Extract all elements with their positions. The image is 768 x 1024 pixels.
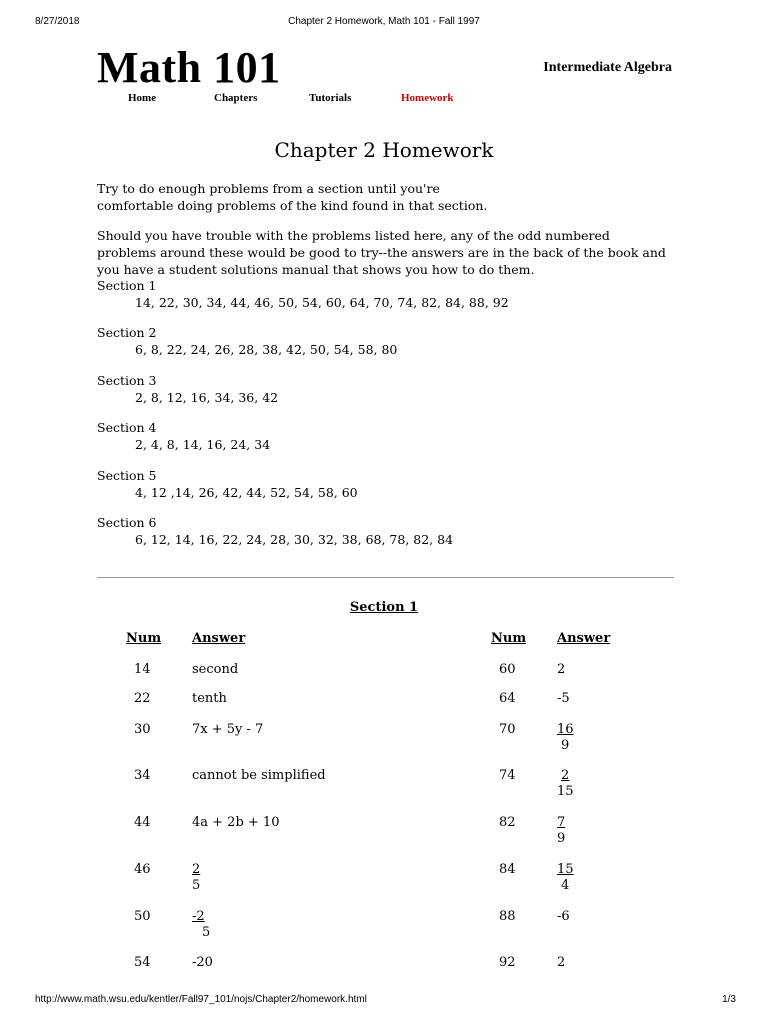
- section-problems: 6, 12, 14, 16, 22, 24, 28, 30, 32, 38, 68, 78, 82, 84: [135, 531, 454, 547]
- answer-num: 30: [134, 722, 151, 737]
- answer-num: 92: [499, 955, 516, 970]
- section-item: [97, 277, 509, 324]
- section-problems: 2, 8, 12, 16, 34, 36, 42: [135, 389, 279, 405]
- answer-value: -5: [557, 691, 570, 706]
- answer-num: 34: [134, 768, 151, 783]
- answer-num: 60: [499, 662, 516, 677]
- nav-link-home[interactable]: Home: [128, 92, 157, 104]
- answer-value: 2: [557, 662, 566, 677]
- section-label: Section 1: [97, 278, 157, 293]
- fraction-denominator: 5: [192, 878, 201, 893]
- print-url: http://www.math.wsu.edu/kentler/Fall97_101/nojs/Chapter2/homework.html: [35, 994, 367, 1005]
- answer-value: -20: [192, 955, 213, 970]
- nav-link-tutorials[interactable]: Tutorials: [309, 92, 352, 104]
- answer-num: 46: [134, 862, 151, 877]
- answers-section-title: Section 1: [349, 600, 419, 615]
- page-heading: Chapter 2 Homework: [274, 138, 494, 162]
- fraction-denominator: 9: [557, 831, 566, 846]
- answer-num: 22: [134, 691, 151, 706]
- intro-line: comfortable doing problems of the kind found in that section.: [97, 198, 488, 213]
- answer-value: 4a + 2b + 10: [192, 815, 280, 830]
- print-date: 8/27/2018: [35, 16, 80, 27]
- answer-fraction: [192, 909, 210, 941]
- section-list: [97, 277, 509, 561]
- nav-link-homework[interactable]: Homework: [401, 92, 454, 104]
- section-label: Section 2: [97, 325, 157, 341]
- fraction-numerator: 15: [557, 862, 574, 877]
- section-label: Section 5: [97, 467, 157, 483]
- answer-num: 84: [499, 862, 516, 877]
- divider: [97, 577, 674, 578]
- answer-num: 64: [499, 691, 516, 706]
- col-header-answer: Answer: [557, 631, 611, 646]
- fraction-numerator: 2: [192, 862, 201, 877]
- help-paragraph: Should you have trouble with the problems listed here, any of the odd numbered problems around these would be good to try--the answers are in the back of the book and you have a student solutions manual that shows you how to do them.: [97, 228, 666, 277]
- answer-num: 50: [134, 909, 151, 924]
- section-label: Section 6: [97, 514, 157, 530]
- section-item: [97, 419, 509, 466]
- fraction-numerator: -2: [192, 909, 205, 924]
- print-title: Chapter 2 Homework, Math 101 - Fall 1997: [288, 16, 480, 27]
- intro-line: Try to do enough problems from a section until you're: [97, 181, 440, 196]
- col-header-num: Num: [491, 631, 527, 646]
- answer-value: cannot be simplified: [192, 768, 326, 783]
- section-item: [97, 467, 509, 514]
- col-header-answer: Answer: [192, 631, 246, 646]
- answer-value: -6: [557, 909, 570, 924]
- fraction-denominator: 4: [561, 878, 570, 893]
- site-title: Math 101: [97, 43, 281, 92]
- fraction-denominator: 5: [202, 925, 211, 940]
- section-item: [97, 372, 509, 419]
- section-problems: 14, 22, 30, 34, 44, 46, 50, 54, 60, 64, 70, 74, 82, 84, 88, 92: [135, 295, 509, 310]
- section-item: [97, 514, 509, 561]
- answer-num: 88: [499, 909, 516, 924]
- fraction-denominator: 9: [561, 738, 570, 753]
- intro-paragraph: [97, 180, 497, 214]
- fraction-numerator: 16: [557, 722, 574, 737]
- site-subtitle: Intermediate Algebra: [543, 60, 672, 75]
- section-label: Section 3: [97, 372, 157, 388]
- fraction-denominator: 15: [557, 784, 574, 799]
- answer-num: 44: [134, 815, 151, 830]
- answer-num: 54: [134, 955, 151, 970]
- answer-value: tenth: [192, 691, 227, 706]
- answer-num: 14: [134, 662, 151, 677]
- nav-link-chapters[interactable]: Chapters: [214, 92, 258, 104]
- answer-num: 70: [499, 722, 516, 737]
- fraction-numerator: 7: [557, 815, 566, 830]
- answer-fraction: [557, 722, 574, 754]
- answer-value: 7x + 5y - 7: [192, 722, 264, 737]
- answer-num: 74: [499, 768, 516, 783]
- answer-fraction: [557, 815, 565, 847]
- answer-fraction: [557, 862, 574, 894]
- section-problems: 4, 12 ,14, 26, 42, 44, 52, 54, 58, 60: [135, 484, 358, 500]
- section-problems: 2, 4, 8, 14, 16, 24, 34: [135, 437, 271, 453]
- answer-value: second: [192, 662, 239, 677]
- fraction-numerator: 2: [561, 768, 570, 783]
- section-problems: 6, 8, 22, 24, 26, 28, 38, 42, 50, 54, 58, 80: [135, 342, 398, 358]
- answer-fraction: [557, 768, 574, 800]
- col-header-num: Num: [126, 631, 162, 646]
- section-item: [97, 324, 509, 371]
- answer-fraction: [192, 862, 200, 894]
- answer-value: 2: [557, 955, 566, 970]
- section-label: Section 4: [97, 420, 157, 436]
- print-page-number: 1/3: [722, 994, 736, 1005]
- answer-num: 82: [499, 815, 516, 830]
